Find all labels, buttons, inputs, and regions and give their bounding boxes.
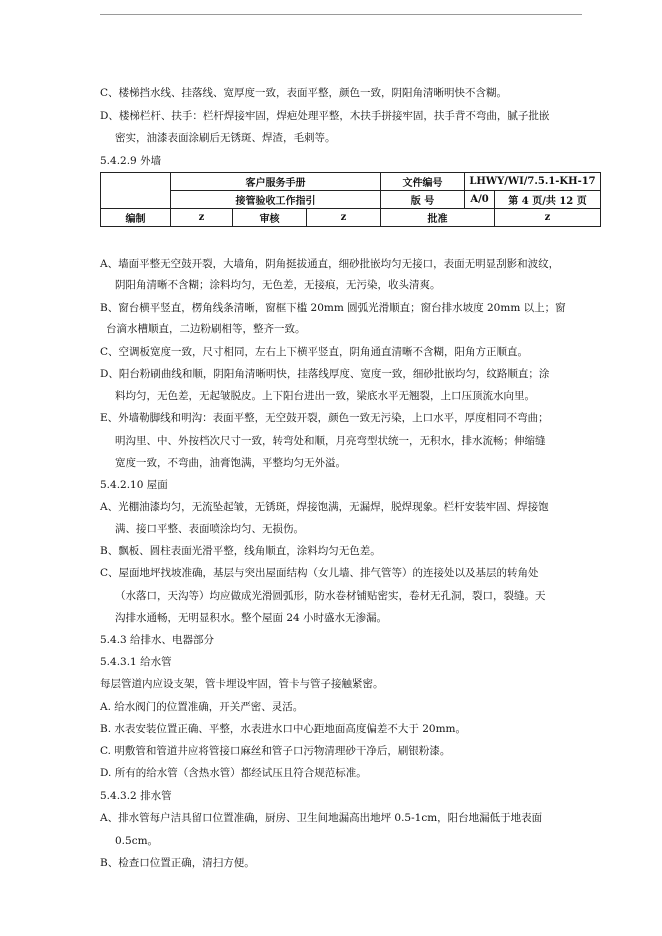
doc-number-label: 文件编号: [381, 173, 465, 191]
drain-item-b: B、检查口位置正确，清扫方便。: [100, 857, 255, 869]
section-heading-drainage: 5.4.3.2 排水管: [100, 790, 172, 802]
roof-item-c-line2: （水落口，天沟等）均应做成光滑圆弧形，防水卷材铺贴密实，卷材无孔洞，裂口，裂缝。天: [115, 590, 546, 602]
version-label: 版 号: [381, 191, 465, 209]
roof-item-c-line3: 沟排水通畅，无明显积水。整个屋面 24 小时盛水无渗漏。: [115, 612, 388, 624]
review-label: 审核: [233, 209, 307, 227]
manual-title: 客户服务手册: [171, 173, 381, 191]
version-value: A/0: [465, 191, 495, 209]
water-item-c: C. 明敷管和管道井应将管接口麻丝和管子口污物清理砂干净后，刷银粉漆。: [100, 745, 451, 757]
guide-title: 接管验收工作指引: [171, 191, 381, 209]
wall-item-a-line1: A、墙面平整无空鼓开裂，大墙角，阴角挺拔通直，细砂批嵌均匀无接口，表面无明显刮影和波纹，: [100, 258, 560, 270]
wall-item-d-line1: D、阳台粉刷曲线和顺，阴阳角清晰明快，挂落线厚度、宽度一致，细砂批嵌均匀，纹路顺直；涂: [100, 368, 550, 380]
water-item-d: D. 所有的给水管（含热水管）都经试压且符合规范标准。: [100, 767, 367, 779]
water-item-a: A. 给水阀门的位置准确，开关严密、灵活。: [100, 701, 304, 713]
compile-label: 编制: [101, 209, 171, 227]
stair-item-d-line1: D、楼梯栏杆、扶手：栏杆焊接牢固，焊疤处理平整，木扶手拼接牢固，扶手背不弯曲，腻子批嵌: [100, 110, 550, 122]
roof-item-c-line1: C、屋面地坪找坡准确，基层与突出屋面结构（女儿墙、排气管等）的连接处以及基层的转角处: [100, 567, 539, 579]
water-item-b: B. 水表安装位置正确、平整，水表进水口中心距地面高度偏差不大于 20mm。: [100, 723, 467, 735]
wall-item-b-line2: 台滴水槽顺直，二边粉刷相等，整齐一致。: [106, 323, 306, 335]
header-rule: [100, 14, 582, 15]
wall-item-b-line1: B、窗台横平竖直，楞角线条清晰，窗框下槛 20mm 圆弧光滑顺直；窗台排水坡度 20mm 以上；窗: [100, 302, 566, 314]
document-header-table: [100, 172, 601, 227]
stair-item-d-line2: 密实，油漆表面涂刷后无锈斑、焊渣，毛刺等。: [115, 132, 336, 144]
wall-item-e-line3: 宽度一致，不弯曲，油膏饱满，平整均匀无外溢。: [115, 457, 346, 469]
roof-item-a-line2: 满、接口平整、表面喷涂均匀、无损伤。: [115, 523, 304, 535]
drain-item-a-line1: A、排水管每户洁具留口位置准确，厨房、卫生间地漏高出地坪 0.5-1cm，阳台地漏低于地表面: [100, 812, 543, 824]
section-heading-water-supply: 5.4.3.1 给水管: [100, 656, 172, 668]
page-info: 第 4 页/共 12 页: [495, 191, 601, 209]
wall-item-a-line2: 阴阳角清晰不含糊；涂料均匀，无色差，无接痕，无污染，收头清爽。: [115, 279, 441, 291]
compile-value: z: [171, 209, 233, 227]
water-intro: 每层管道内应设支架，管卡埋设牢固，管卡与管子接触紧密。: [100, 678, 384, 690]
stair-item-c: C、楼梯挡水线、挂落线、宽厚度一致，表面平整，颜色一致，阴阳角清晰明快不含糊。: [100, 87, 508, 99]
drain-item-a-line2: 0.5cm。: [115, 835, 159, 847]
section-heading-exterior-wall: 5.4.2.9 外墙: [100, 155, 162, 167]
approve-label: 批准: [381, 209, 495, 227]
wall-item-e-line1: E、外墙勒脚线和明沟：表面平整，无空鼓开裂，颜色一致无污染，上口水平，厚度相同不弯曲；: [100, 412, 549, 424]
review-value: z: [307, 209, 381, 227]
section-heading-roof: 5.4.2.10 屋面: [100, 479, 168, 491]
roof-item-b: B、飘板、圆柱表面光滑平整，线角顺直，涂料均匀无色差。: [100, 545, 381, 557]
doc-number: LHWY/WI/7.5.1-KH-17: [465, 173, 601, 191]
wall-item-c: C、空调板宽度一致，尺寸相同，左右上下横平竖直，阴角通直清晰不含糊，阳角方正顺直。: [100, 346, 529, 358]
header-blank-cell: [101, 173, 171, 209]
wall-item-e-line2: 明沟里、中、外按档次尺寸一致，转弯处和顺，月亮弯型状统一，无积水，排水流畅；伸缩缝: [115, 435, 546, 447]
approve-value: z: [495, 209, 601, 227]
section-heading-plumbing-electrical: 5.4.3 给排水、电器部分: [100, 634, 215, 646]
wall-item-d-line2: 料均匀，无色差，无起皱脱皮。上下阳台进出一致，梁底水平无翘裂，上口压顶流水向里。: [115, 390, 535, 402]
roof-item-a-line1: A、光棚油漆均匀，无流坠起皱，无锈斑，焊接饱满，无漏焊，脱焊现象。栏杆安装牢固、焊接饱: [100, 501, 549, 513]
